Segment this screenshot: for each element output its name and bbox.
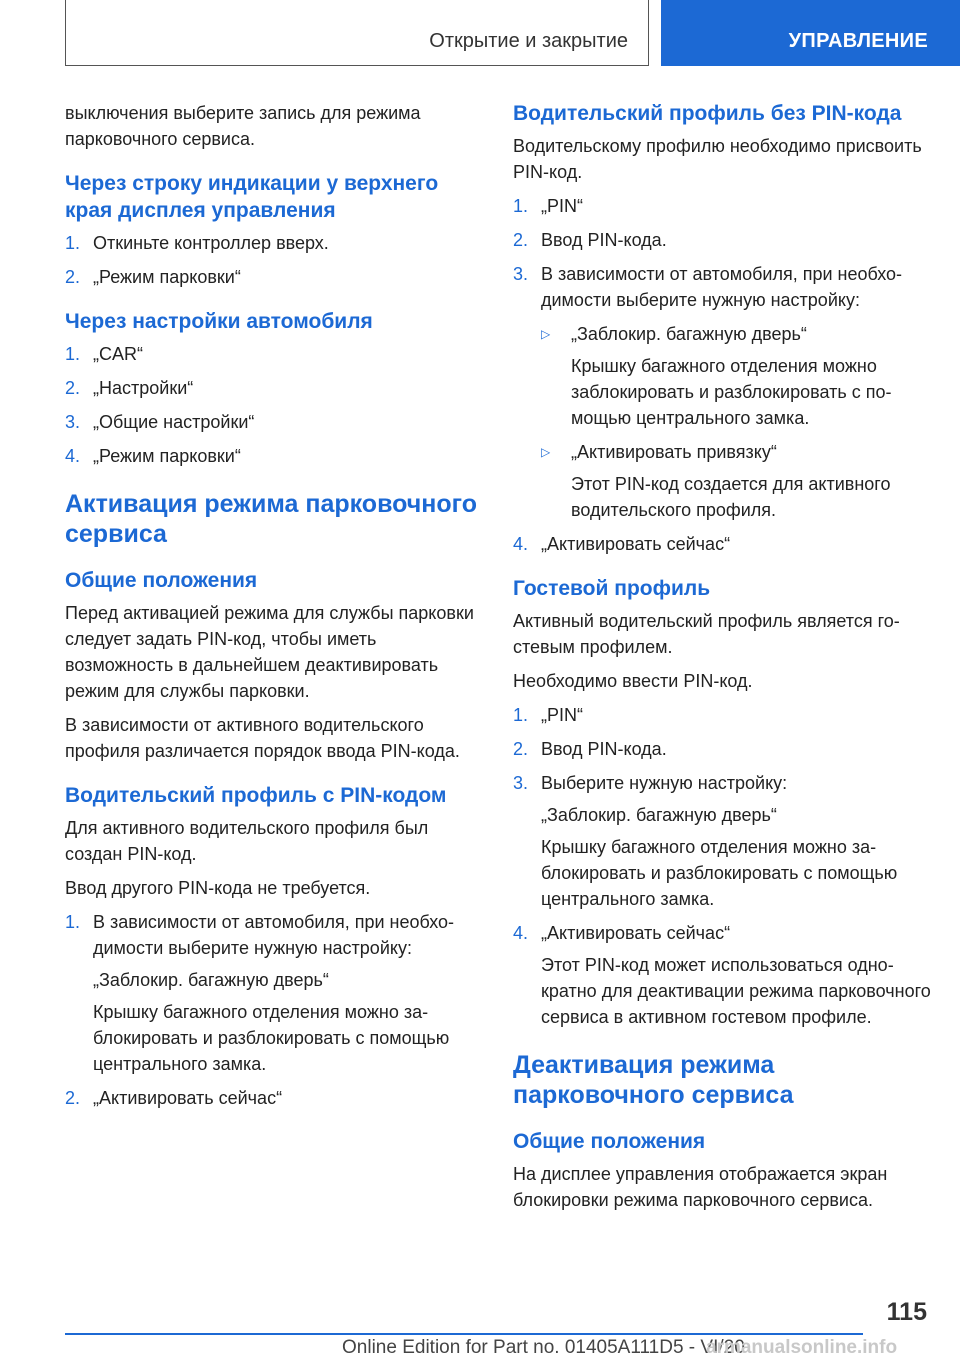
guest-profile-paragraph-1: Активный водительский профиль является гостевым профилем.	[513, 611, 900, 657]
vehicle-settings-heading: Через настройки автомобиля	[65, 310, 373, 333]
step-number: 1.	[65, 912, 81, 932]
list-item	[65, 409, 485, 435]
header-chapter-tab[interactable]	[661, 0, 960, 66]
guest-profile-heading: Гостевой профиль	[513, 577, 711, 600]
step-text: „Настройки“	[93, 378, 194, 398]
footer-edition: Online Edition for Part no. 01405A111D5 - VI/20	[342, 1337, 745, 1358]
step-number: 4.	[65, 446, 81, 466]
header-chapter-label: УПРАВЛЕНИЕ	[788, 30, 928, 52]
step-option: „Заблокир. багажную дверь“	[93, 970, 329, 990]
activation-general-heading: Общие положения	[65, 569, 258, 592]
status-bar-heading: Через строку индикации у верхнего края дисплея управления	[65, 172, 439, 222]
list-item	[65, 264, 485, 290]
step-text: Ввод PIN-кода.	[541, 230, 667, 250]
profile-without-pin-paragraph: Водительскому профилю необходимо присвоить PIN-код.	[513, 136, 922, 182]
list-item	[513, 920, 933, 1030]
step-number: 2.	[513, 739, 529, 759]
list-item	[65, 1085, 485, 1111]
left-column	[65, 100, 485, 1125]
step-number: 2.	[513, 230, 529, 250]
guest-profile-steps	[513, 702, 933, 1030]
step-text: „Активировать сейчас“	[541, 923, 731, 943]
step-number: 1.	[65, 233, 81, 253]
step-text: „Активировать сейчас“	[541, 534, 731, 554]
step-text: Ввод PIN-кода.	[541, 739, 667, 759]
profile-with-pin-heading: Водительский профиль с PIN-кодом	[65, 784, 447, 807]
activation-heading: Активация режима парковочного сервиса	[65, 490, 477, 548]
option-item	[541, 439, 933, 523]
step-number: 2.	[65, 267, 81, 287]
step-number: 1.	[513, 196, 529, 216]
option-item	[541, 321, 933, 431]
option-description: Крышку багажного отделения можно заблокировать и разблокировать с помощью центрального замка.	[571, 356, 892, 428]
option-label: „Заблокир. багажную дверь“	[571, 324, 807, 344]
step-text: В зависимости от автомобиля, при необходимости выберите нужную настройку:	[541, 264, 903, 310]
step-text: В зависимости от автомобиля, при необходимости выберите нужную настройку:	[93, 912, 455, 958]
step-text: „Активировать сейчас“	[93, 1088, 283, 1108]
step-description: Этот PIN-код может использоваться однократно для деактивации режима парковочного сервиса в активном гостевом профиле.	[541, 955, 931, 1027]
step-number: 4.	[513, 923, 529, 943]
step-number: 3.	[513, 264, 529, 284]
list-item	[65, 375, 485, 401]
list-item	[513, 736, 933, 762]
profile-with-pin-steps	[65, 909, 485, 1111]
guest-profile-paragraph-2: Необходимо ввести PIN-код.	[513, 671, 753, 691]
activation-paragraph-2: В зависимости от активного водительского профиля различается порядок ввода PIN-кода.	[65, 715, 460, 761]
list-item	[513, 531, 933, 557]
step-number: 1.	[65, 344, 81, 364]
step-text: Откиньте контроллер вверх.	[93, 233, 329, 253]
list-item	[513, 261, 933, 523]
profile-with-pin-paragraph-1: Для активного водительского профиля был создан PIN-код.	[65, 818, 429, 864]
deactivation-general-heading: Общие положения	[513, 1130, 706, 1153]
list-item	[65, 909, 485, 1077]
list-item	[65, 443, 485, 469]
step-text: „CAR“	[93, 344, 143, 364]
triangle-bullet-icon: ▷	[541, 327, 551, 341]
step-text: „Режим парковки“	[93, 446, 241, 466]
list-item	[513, 227, 933, 253]
profile-with-pin-paragraph-2: Ввод другого PIN-кода не требуется.	[65, 878, 371, 898]
vehicle-settings-steps	[65, 341, 485, 469]
status-bar-steps	[65, 230, 485, 290]
step-text: „Общие настройки“	[93, 412, 255, 432]
deactivation-paragraph: На дисплее управления отображается экран блокировки режима парковочного сервиса.	[513, 1164, 888, 1210]
list-item	[513, 702, 933, 728]
deactivation-heading: Деактивация режима парковочного сервиса	[513, 1051, 794, 1109]
step-text: Выберите нужную настройку:	[541, 773, 788, 793]
step-option: „Заблокир. багажную дверь“	[541, 805, 777, 825]
step-text: „Режим парковки“	[93, 267, 241, 287]
step-option-description: Крышку багажного отделения можно заблокировать и разблокировать с помощью центрального замка.	[93, 1002, 450, 1074]
list-item	[65, 230, 485, 256]
step-number: 3.	[65, 412, 81, 432]
step-text: „PIN“	[541, 196, 583, 216]
list-item	[513, 193, 933, 219]
right-column	[513, 100, 933, 1221]
step-text: „PIN“	[541, 705, 583, 725]
step-option-description: Крышку багажного отделения можно заблокировать и разблокировать с помощью центрального замка.	[541, 837, 898, 909]
step-number: 2.	[65, 1088, 81, 1108]
page-number: 115	[886, 1298, 927, 1326]
profile-without-pin-steps	[513, 193, 933, 557]
triangle-bullet-icon: ▷	[541, 445, 551, 459]
header-section-box	[65, 0, 649, 66]
step-number: 4.	[513, 534, 529, 554]
header-section-title: Открытие и закрытие	[429, 30, 628, 52]
option-label: „Активировать привязку“	[571, 442, 777, 462]
footer-watermark: armanualsonline.info	[706, 1337, 898, 1358]
option-description: Этот PIN-код создается для активного водительского профиля.	[571, 474, 891, 520]
intro-paragraph: выключения выберите запись для режима парковочного сервиса.	[65, 103, 421, 149]
list-item	[65, 341, 485, 367]
step-number: 3.	[513, 773, 529, 793]
step-number: 2.	[65, 378, 81, 398]
profile-without-pin-heading: Водительский профиль без PIN-кода	[513, 102, 902, 125]
footer-divider	[65, 1333, 863, 1335]
activation-paragraph-1: Перед активацией режима для службы парковки следует задать PIN-код, чтобы иметь возможность в дальнейшем деактивировать режим для службы парковки.	[65, 603, 474, 701]
step-number: 1.	[513, 705, 529, 725]
list-item	[513, 770, 933, 912]
